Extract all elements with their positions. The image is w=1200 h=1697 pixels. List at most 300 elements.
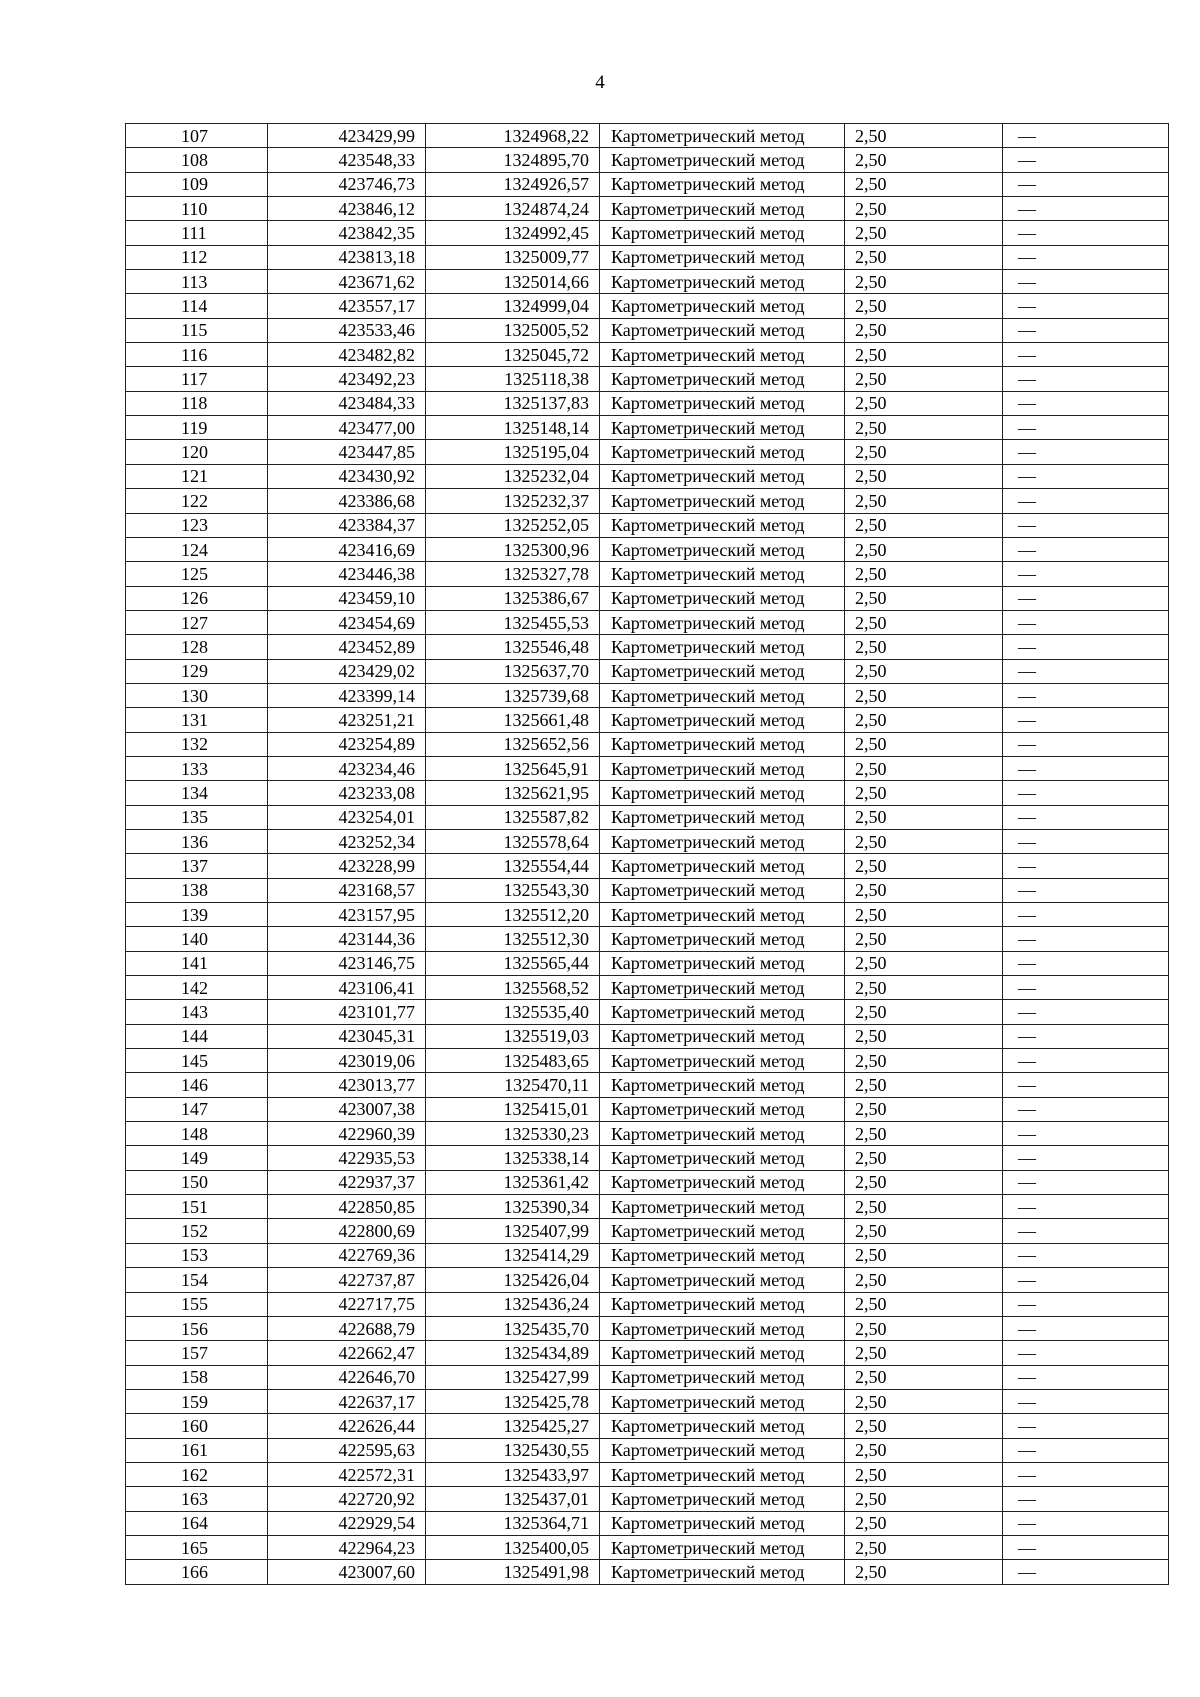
x-coordinate-cell: 422688,79 (268, 1316, 426, 1340)
method-cell: Картометрический метод (600, 1316, 845, 1340)
method-cell: Картометрический метод (600, 537, 845, 561)
point-number-cell: 165 (126, 1535, 268, 1559)
y-coordinate-cell: 1325195,04 (426, 440, 600, 464)
method-cell: Картометрический метод (600, 464, 845, 488)
y-coordinate-cell: 1324968,22 (426, 124, 600, 148)
y-coordinate-cell: 1325434,89 (426, 1341, 600, 1365)
x-coordinate-cell: 423007,38 (268, 1097, 426, 1121)
x-coordinate-cell: 422637,17 (268, 1389, 426, 1413)
x-coordinate-cell: 423019,06 (268, 1049, 426, 1073)
table-row (126, 343, 1169, 367)
point-number-cell: 145 (126, 1049, 268, 1073)
point-number-cell: 122 (126, 489, 268, 513)
y-coordinate-cell: 1325739,68 (426, 683, 600, 707)
accuracy-cell: 2,50 (845, 1511, 1003, 1535)
description-cell: — (1003, 1170, 1169, 1194)
x-coordinate-cell: 423430,92 (268, 464, 426, 488)
description-cell: — (1003, 245, 1169, 269)
method-cell: Картометрический метод (600, 416, 845, 440)
method-cell: Картометрический метод (600, 367, 845, 391)
description-cell: — (1003, 197, 1169, 221)
table-row (126, 659, 1169, 683)
point-number-cell: 156 (126, 1316, 268, 1340)
description-cell: — (1003, 829, 1169, 853)
point-number-cell: 147 (126, 1097, 268, 1121)
method-cell: Картометрический метод (600, 1097, 845, 1121)
point-number-cell: 157 (126, 1341, 268, 1365)
method-cell: Картометрический метод (600, 1389, 845, 1413)
table-row (126, 805, 1169, 829)
accuracy-cell: 2,50 (845, 464, 1003, 488)
accuracy-cell: 2,50 (845, 683, 1003, 707)
method-cell: Картометрический метод (600, 197, 845, 221)
method-cell: Картометрический метод (600, 1487, 845, 1511)
point-number-cell: 116 (126, 343, 268, 367)
x-coordinate-cell: 422572,31 (268, 1462, 426, 1486)
table-row (126, 1073, 1169, 1097)
x-coordinate-cell: 423429,99 (268, 124, 426, 148)
y-coordinate-cell: 1325407,99 (426, 1219, 600, 1243)
y-coordinate-cell: 1325232,37 (426, 489, 600, 513)
x-coordinate-cell: 422935,53 (268, 1146, 426, 1170)
point-number-cell: 166 (126, 1560, 268, 1584)
y-coordinate-cell: 1325455,53 (426, 610, 600, 634)
accuracy-cell: 2,50 (845, 1219, 1003, 1243)
accuracy-cell: 2,50 (845, 610, 1003, 634)
table-row (126, 270, 1169, 294)
accuracy-cell: 2,50 (845, 562, 1003, 586)
y-coordinate-cell: 1325470,11 (426, 1073, 600, 1097)
point-number-cell: 137 (126, 854, 268, 878)
y-coordinate-cell: 1325425,27 (426, 1414, 600, 1438)
table-row (126, 172, 1169, 196)
method-cell: Картометрический метод (600, 1219, 845, 1243)
accuracy-cell: 2,50 (845, 1073, 1003, 1097)
description-cell: — (1003, 976, 1169, 1000)
y-coordinate-cell: 1325587,82 (426, 805, 600, 829)
accuracy-cell: 2,50 (845, 172, 1003, 196)
x-coordinate-cell: 422720,92 (268, 1487, 426, 1511)
accuracy-cell: 2,50 (845, 1535, 1003, 1559)
point-number-cell: 111 (126, 221, 268, 245)
y-coordinate-cell: 1325483,65 (426, 1049, 600, 1073)
description-cell: — (1003, 1097, 1169, 1121)
x-coordinate-cell: 422850,85 (268, 1195, 426, 1219)
x-coordinate-cell: 423144,36 (268, 927, 426, 951)
table-row (126, 903, 1169, 927)
y-coordinate-cell: 1325414,29 (426, 1243, 600, 1267)
coordinates-table (125, 123, 1169, 1585)
accuracy-cell: 2,50 (845, 635, 1003, 659)
table-row (126, 1511, 1169, 1535)
point-number-cell: 152 (126, 1219, 268, 1243)
description-cell: — (1003, 1316, 1169, 1340)
description-cell: — (1003, 270, 1169, 294)
accuracy-cell: 2,50 (845, 586, 1003, 610)
table-row (126, 1268, 1169, 1292)
method-cell: Картометрический метод (600, 1438, 845, 1462)
accuracy-cell: 2,50 (845, 513, 1003, 537)
method-cell: Картометрический метод (600, 781, 845, 805)
accuracy-cell: 2,50 (845, 489, 1003, 513)
x-coordinate-cell: 423548,33 (268, 148, 426, 172)
x-coordinate-cell: 422646,70 (268, 1365, 426, 1389)
accuracy-cell: 2,50 (845, 878, 1003, 902)
accuracy-cell: 2,50 (845, 1000, 1003, 1024)
method-cell: Картометрический метод (600, 1560, 845, 1584)
table-row (126, 683, 1169, 707)
method-cell: Картометрический метод (600, 124, 845, 148)
x-coordinate-cell: 423846,12 (268, 197, 426, 221)
y-coordinate-cell: 1325637,70 (426, 659, 600, 683)
accuracy-cell: 2,50 (845, 781, 1003, 805)
point-number-cell: 132 (126, 732, 268, 756)
accuracy-cell: 2,50 (845, 416, 1003, 440)
method-cell: Картометрический метод (600, 732, 845, 756)
point-number-cell: 125 (126, 562, 268, 586)
description-cell: — (1003, 1560, 1169, 1584)
y-coordinate-cell: 1325425,78 (426, 1389, 600, 1413)
y-coordinate-cell: 1325430,55 (426, 1438, 600, 1462)
x-coordinate-cell: 423252,34 (268, 829, 426, 853)
point-number-cell: 133 (126, 756, 268, 780)
point-number-cell: 148 (126, 1122, 268, 1146)
table-row (126, 1049, 1169, 1073)
accuracy-cell: 2,50 (845, 1438, 1003, 1462)
y-coordinate-cell: 1325300,96 (426, 537, 600, 561)
table-row (126, 1341, 1169, 1365)
x-coordinate-cell: 423384,37 (268, 513, 426, 537)
method-cell: Картометрический метод (600, 1535, 845, 1559)
description-cell: — (1003, 1292, 1169, 1316)
y-coordinate-cell: 1325568,52 (426, 976, 600, 1000)
table-row (126, 1024, 1169, 1048)
description-cell: — (1003, 562, 1169, 586)
y-coordinate-cell: 1325565,44 (426, 951, 600, 975)
table-row (126, 416, 1169, 440)
y-coordinate-cell: 1325330,23 (426, 1122, 600, 1146)
method-cell: Картометрический метод (600, 172, 845, 196)
point-number-cell: 139 (126, 903, 268, 927)
x-coordinate-cell: 423157,95 (268, 903, 426, 927)
table-row (126, 513, 1169, 537)
point-number-cell: 124 (126, 537, 268, 561)
point-number-cell: 112 (126, 245, 268, 269)
method-cell: Картометрический метод (600, 805, 845, 829)
description-cell: — (1003, 610, 1169, 634)
table-row (126, 537, 1169, 561)
x-coordinate-cell: 423228,99 (268, 854, 426, 878)
point-number-cell: 108 (126, 148, 268, 172)
description-cell: — (1003, 805, 1169, 829)
table-row (126, 489, 1169, 513)
y-coordinate-cell: 1325327,78 (426, 562, 600, 586)
point-number-cell: 109 (126, 172, 268, 196)
method-cell: Картометрический метод (600, 318, 845, 342)
point-number-cell: 115 (126, 318, 268, 342)
description-cell: — (1003, 1268, 1169, 1292)
table-row (126, 1414, 1169, 1438)
method-cell: Картометрический метод (600, 683, 845, 707)
method-cell: Картометрический метод (600, 1000, 845, 1024)
method-cell: Картометрический метод (600, 1049, 845, 1073)
point-number-cell: 110 (126, 197, 268, 221)
point-number-cell: 163 (126, 1487, 268, 1511)
y-coordinate-cell: 1325427,99 (426, 1365, 600, 1389)
y-coordinate-cell: 1325252,05 (426, 513, 600, 537)
method-cell: Картометрический метод (600, 489, 845, 513)
y-coordinate-cell: 1325554,44 (426, 854, 600, 878)
description-cell: — (1003, 903, 1169, 927)
x-coordinate-cell: 423386,68 (268, 489, 426, 513)
description-cell: — (1003, 148, 1169, 172)
description-cell: — (1003, 586, 1169, 610)
description-cell: — (1003, 1365, 1169, 1389)
description-cell: — (1003, 1122, 1169, 1146)
accuracy-cell: 2,50 (845, 245, 1003, 269)
point-number-cell: 131 (126, 708, 268, 732)
point-number-cell: 144 (126, 1024, 268, 1048)
table-row (126, 1122, 1169, 1146)
y-coordinate-cell: 1325546,48 (426, 635, 600, 659)
description-cell: — (1003, 1000, 1169, 1024)
x-coordinate-cell: 423533,46 (268, 318, 426, 342)
point-number-cell: 126 (126, 586, 268, 610)
description-cell: — (1003, 635, 1169, 659)
table-row (126, 197, 1169, 221)
x-coordinate-cell: 423254,89 (268, 732, 426, 756)
description-cell: — (1003, 367, 1169, 391)
accuracy-cell: 2,50 (845, 1389, 1003, 1413)
description-cell: — (1003, 391, 1169, 415)
table-row (126, 927, 1169, 951)
point-number-cell: 135 (126, 805, 268, 829)
table-row (126, 1243, 1169, 1267)
point-number-cell: 107 (126, 124, 268, 148)
point-number-cell: 138 (126, 878, 268, 902)
table-row (126, 1219, 1169, 1243)
y-coordinate-cell: 1325621,95 (426, 781, 600, 805)
x-coordinate-cell: 422964,23 (268, 1535, 426, 1559)
description-cell: — (1003, 172, 1169, 196)
table-row (126, 635, 1169, 659)
description-cell: — (1003, 1049, 1169, 1073)
point-number-cell: 146 (126, 1073, 268, 1097)
description-cell: — (1003, 440, 1169, 464)
table-row (126, 221, 1169, 245)
y-coordinate-cell: 1325118,38 (426, 367, 600, 391)
point-number-cell: 121 (126, 464, 268, 488)
description-cell: — (1003, 537, 1169, 561)
point-number-cell: 134 (126, 781, 268, 805)
x-coordinate-cell: 423399,14 (268, 683, 426, 707)
y-coordinate-cell: 1324999,04 (426, 294, 600, 318)
x-coordinate-cell: 423482,82 (268, 343, 426, 367)
point-number-cell: 129 (126, 659, 268, 683)
description-cell: — (1003, 513, 1169, 537)
x-coordinate-cell: 422769,36 (268, 1243, 426, 1267)
method-cell: Картометрический метод (600, 245, 845, 269)
x-coordinate-cell: 423233,08 (268, 781, 426, 805)
accuracy-cell: 2,50 (845, 659, 1003, 683)
x-coordinate-cell: 423168,57 (268, 878, 426, 902)
y-coordinate-cell: 1324895,70 (426, 148, 600, 172)
table-row (126, 878, 1169, 902)
accuracy-cell: 2,50 (845, 829, 1003, 853)
x-coordinate-cell: 423813,18 (268, 245, 426, 269)
point-number-cell: 127 (126, 610, 268, 634)
x-coordinate-cell: 423452,89 (268, 635, 426, 659)
method-cell: Картометрический метод (600, 976, 845, 1000)
accuracy-cell: 2,50 (845, 124, 1003, 148)
accuracy-cell: 2,50 (845, 1049, 1003, 1073)
description-cell: — (1003, 659, 1169, 683)
accuracy-cell: 2,50 (845, 1292, 1003, 1316)
method-cell: Картометрический метод (600, 1122, 845, 1146)
accuracy-cell: 2,50 (845, 1487, 1003, 1511)
accuracy-cell: 2,50 (845, 1024, 1003, 1048)
description-cell: — (1003, 732, 1169, 756)
x-coordinate-cell: 423454,69 (268, 610, 426, 634)
description-cell: — (1003, 1487, 1169, 1511)
x-coordinate-cell: 423492,23 (268, 367, 426, 391)
point-number-cell: 162 (126, 1462, 268, 1486)
y-coordinate-cell: 1325400,05 (426, 1535, 600, 1559)
point-number-cell: 151 (126, 1195, 268, 1219)
method-cell: Картометрический метод (600, 440, 845, 464)
x-coordinate-cell: 423746,73 (268, 172, 426, 196)
x-coordinate-cell: 423416,69 (268, 537, 426, 561)
description-cell: — (1003, 951, 1169, 975)
description-cell: — (1003, 781, 1169, 805)
accuracy-cell: 2,50 (845, 1462, 1003, 1486)
x-coordinate-cell: 423484,33 (268, 391, 426, 415)
x-coordinate-cell: 423007,60 (268, 1560, 426, 1584)
point-number-cell: 155 (126, 1292, 268, 1316)
y-coordinate-cell: 1325652,56 (426, 732, 600, 756)
description-cell: — (1003, 756, 1169, 780)
accuracy-cell: 2,50 (845, 1122, 1003, 1146)
accuracy-cell: 2,50 (845, 927, 1003, 951)
x-coordinate-cell: 423447,85 (268, 440, 426, 464)
accuracy-cell: 2,50 (845, 1097, 1003, 1121)
point-number-cell: 140 (126, 927, 268, 951)
description-cell: — (1003, 318, 1169, 342)
method-cell: Картометрический метод (600, 270, 845, 294)
accuracy-cell: 2,50 (845, 270, 1003, 294)
point-number-cell: 120 (126, 440, 268, 464)
accuracy-cell: 2,50 (845, 732, 1003, 756)
method-cell: Картометрический метод (600, 1146, 845, 1170)
table-row (126, 440, 1169, 464)
x-coordinate-cell: 423251,21 (268, 708, 426, 732)
accuracy-cell: 2,50 (845, 1365, 1003, 1389)
y-coordinate-cell: 1325578,64 (426, 829, 600, 853)
description-cell: — (1003, 683, 1169, 707)
x-coordinate-cell: 422937,37 (268, 1170, 426, 1194)
description-cell: — (1003, 1243, 1169, 1267)
method-cell: Картометрический метод (600, 708, 845, 732)
table-row (126, 586, 1169, 610)
table-row (126, 1146, 1169, 1170)
table-row (126, 732, 1169, 756)
page-number: 4 (595, 72, 605, 93)
accuracy-cell: 2,50 (845, 1170, 1003, 1194)
x-coordinate-cell: 423557,17 (268, 294, 426, 318)
x-coordinate-cell: 423671,62 (268, 270, 426, 294)
table-row (126, 976, 1169, 1000)
x-coordinate-cell: 423013,77 (268, 1073, 426, 1097)
description-cell: — (1003, 1073, 1169, 1097)
x-coordinate-cell: 423234,46 (268, 756, 426, 780)
point-number-cell: 159 (126, 1389, 268, 1413)
accuracy-cell: 2,50 (845, 148, 1003, 172)
point-number-cell: 123 (126, 513, 268, 537)
y-coordinate-cell: 1325148,14 (426, 416, 600, 440)
table-row (126, 1487, 1169, 1511)
point-number-cell: 149 (126, 1146, 268, 1170)
x-coordinate-cell: 423146,75 (268, 951, 426, 975)
x-coordinate-cell: 423446,38 (268, 562, 426, 586)
y-coordinate-cell: 1325338,14 (426, 1146, 600, 1170)
method-cell: Картометрический метод (600, 148, 845, 172)
table-row (126, 124, 1169, 148)
accuracy-cell: 2,50 (845, 1316, 1003, 1340)
table-row (126, 1000, 1169, 1024)
y-coordinate-cell: 1325137,83 (426, 391, 600, 415)
method-cell: Картометрический метод (600, 294, 845, 318)
table-row (126, 951, 1169, 975)
y-coordinate-cell: 1325543,30 (426, 878, 600, 902)
description-cell: — (1003, 1535, 1169, 1559)
method-cell: Картометрический метод (600, 1414, 845, 1438)
point-number-cell: 160 (126, 1414, 268, 1438)
description-cell: — (1003, 1219, 1169, 1243)
point-number-cell: 117 (126, 367, 268, 391)
y-coordinate-cell: 1325437,01 (426, 1487, 600, 1511)
table-row (126, 391, 1169, 415)
point-number-cell: 143 (126, 1000, 268, 1024)
description-cell: — (1003, 464, 1169, 488)
x-coordinate-cell: 422626,44 (268, 1414, 426, 1438)
y-coordinate-cell: 1325512,20 (426, 903, 600, 927)
description-cell: — (1003, 1341, 1169, 1365)
y-coordinate-cell: 1325390,34 (426, 1195, 600, 1219)
y-coordinate-cell: 1325232,04 (426, 464, 600, 488)
description-cell: — (1003, 1438, 1169, 1462)
accuracy-cell: 2,50 (845, 294, 1003, 318)
point-number-cell: 161 (126, 1438, 268, 1462)
x-coordinate-cell: 422960,39 (268, 1122, 426, 1146)
accuracy-cell: 2,50 (845, 976, 1003, 1000)
method-cell: Картометрический метод (600, 562, 845, 586)
description-cell: — (1003, 124, 1169, 148)
method-cell: Картометрический метод (600, 586, 845, 610)
description-cell: — (1003, 854, 1169, 878)
x-coordinate-cell: 423254,01 (268, 805, 426, 829)
accuracy-cell: 2,50 (845, 1414, 1003, 1438)
method-cell: Картометрический метод (600, 1243, 845, 1267)
table-row (126, 1389, 1169, 1413)
accuracy-cell: 2,50 (845, 1560, 1003, 1584)
description-cell: — (1003, 1414, 1169, 1438)
point-number-cell: 128 (126, 635, 268, 659)
method-cell: Картометрический метод (600, 903, 845, 927)
table-row (126, 245, 1169, 269)
point-number-cell: 130 (126, 683, 268, 707)
point-number-cell: 119 (126, 416, 268, 440)
method-cell: Картометрический метод (600, 659, 845, 683)
